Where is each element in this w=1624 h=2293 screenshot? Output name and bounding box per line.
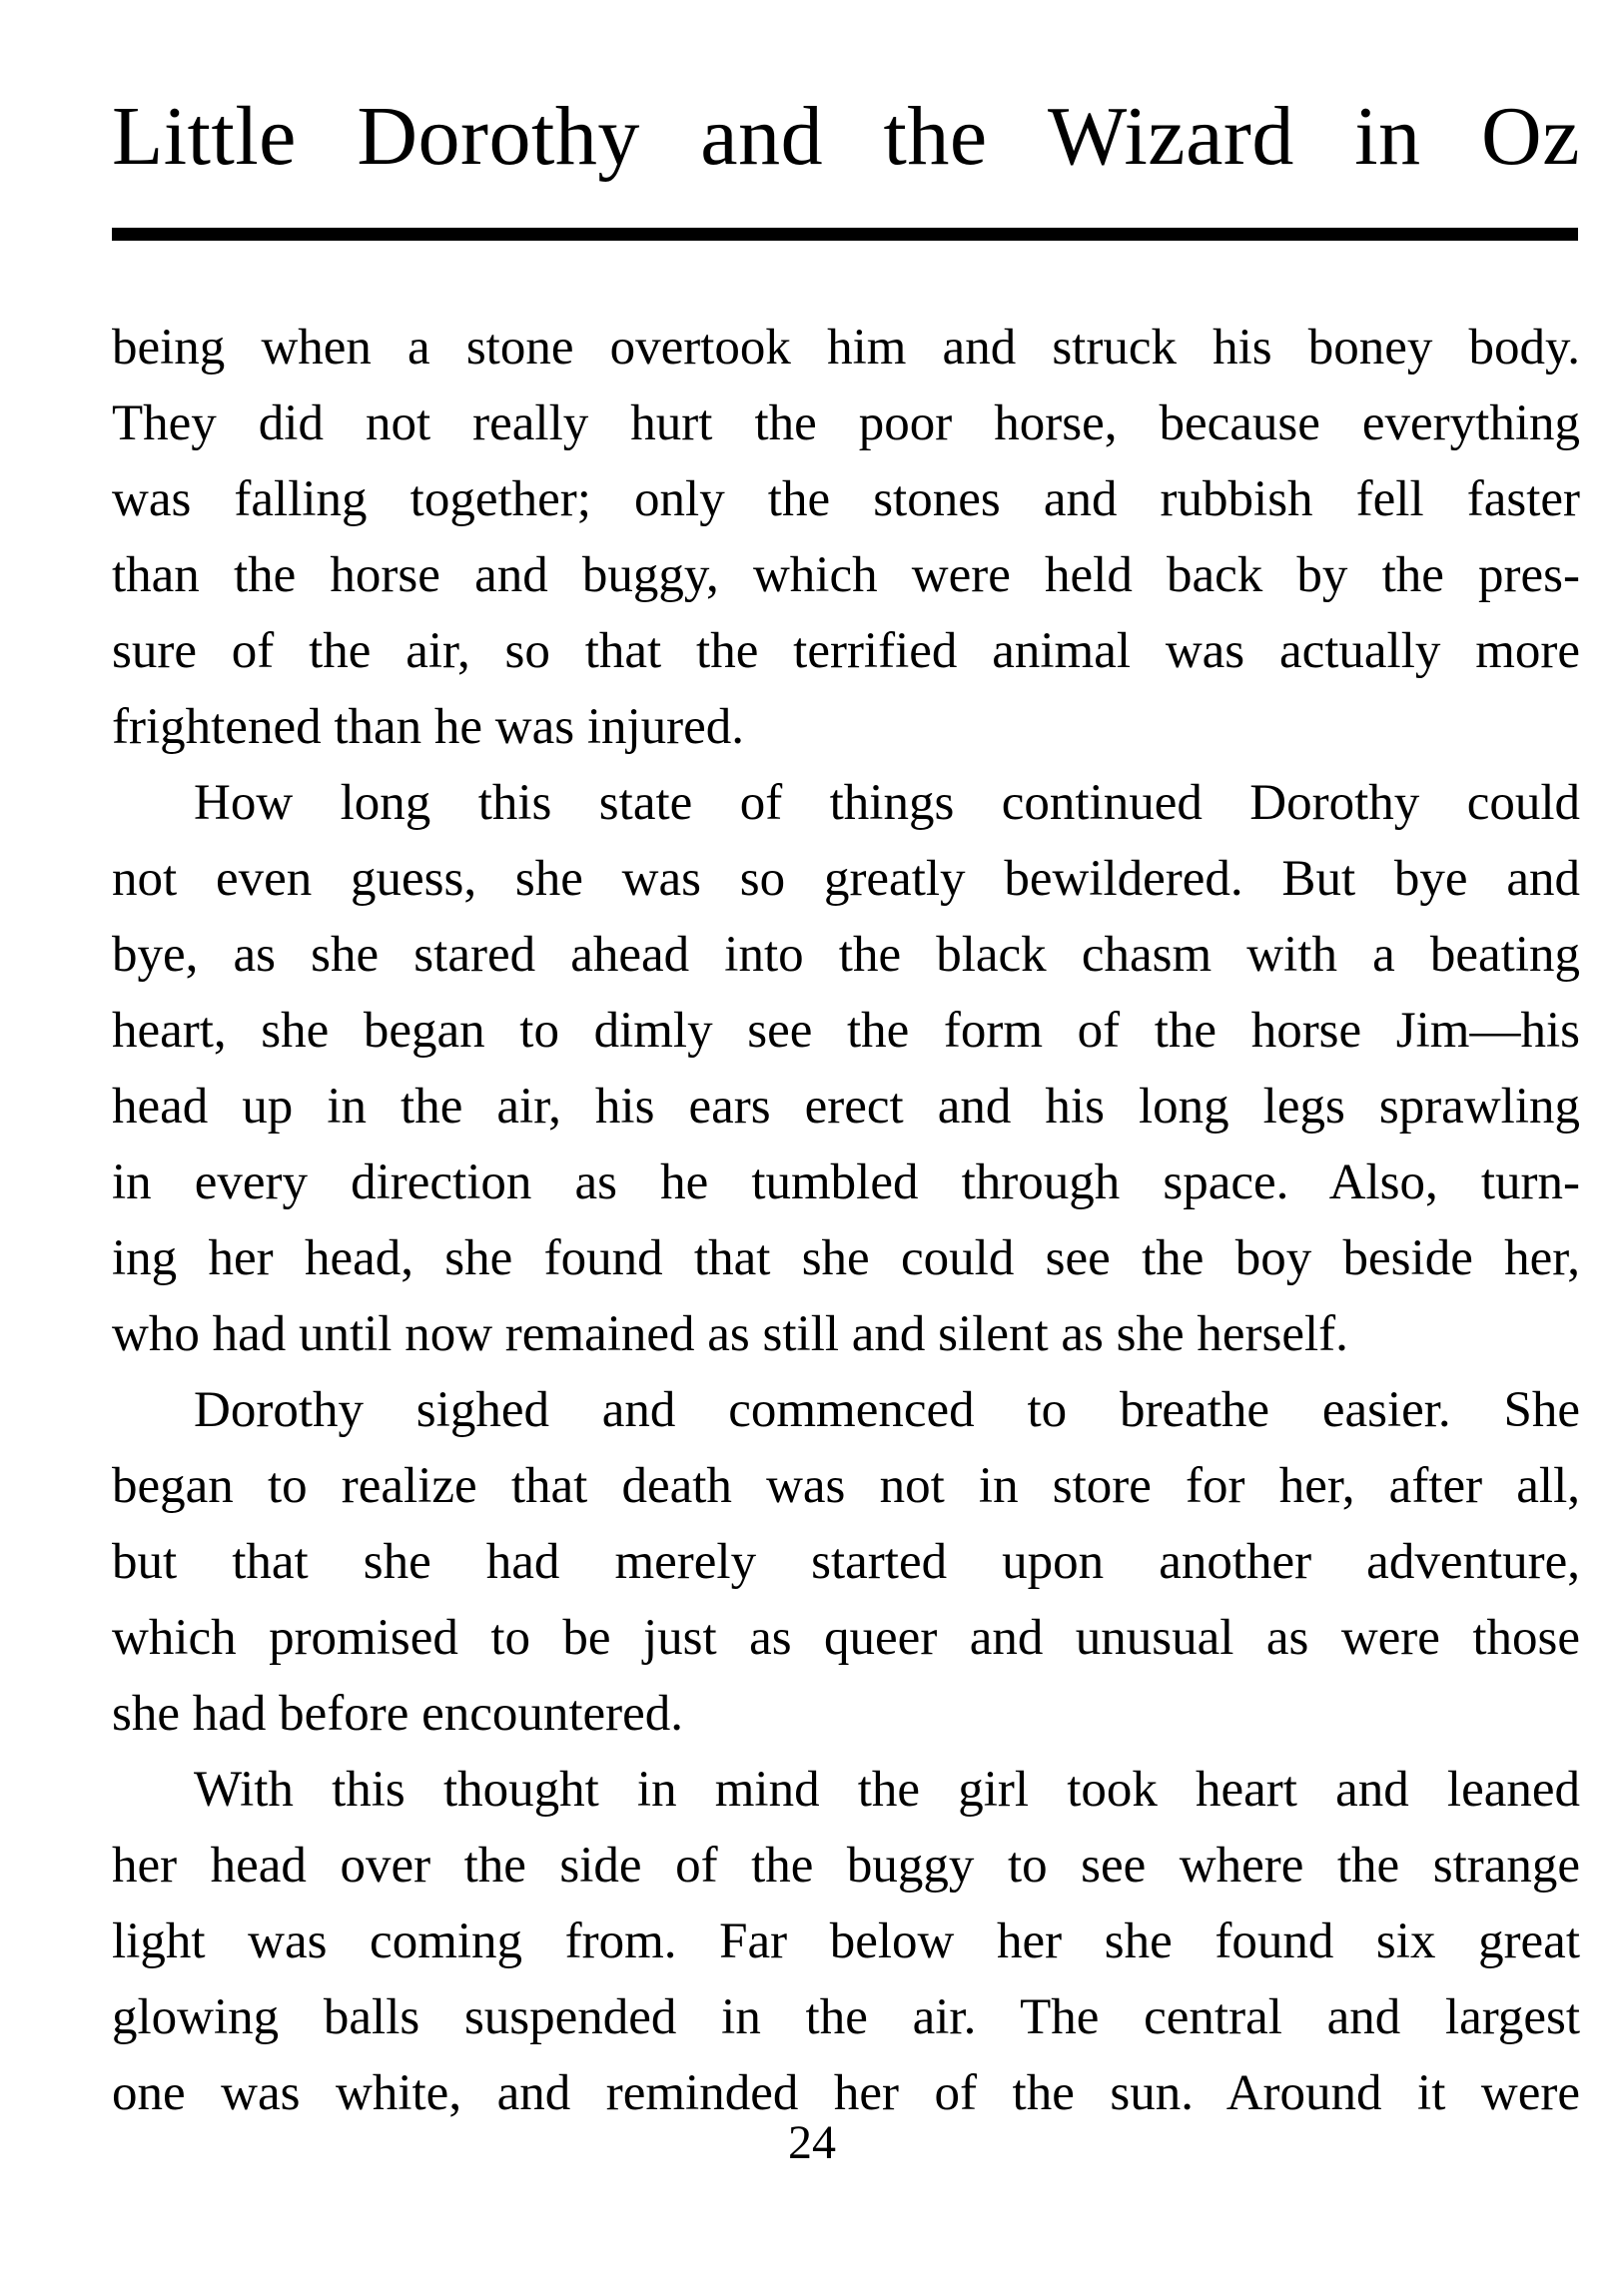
title-word: Little [112,90,297,183]
title-word: Oz [1481,90,1580,183]
text-line: which promised to be just as queer and unusual as were those [112,1610,1580,1666]
text-line: in every direction as he tumbled through space. Also, turn- [112,1154,1580,1210]
text-line: but that she had merely started upon another adventure, [112,1534,1580,1590]
running-title [112,90,1580,183]
title-rule [112,228,1578,241]
page-number: 24 [788,2116,836,2169]
text-line: Dorothy sighed and commenced to breathe easier. She [194,1382,1580,1438]
text-line: than the horse and buggy, which were held back by the pres- [112,547,1580,603]
text-line: one was white, and reminded her of the sun. Around it were [112,2065,1580,2121]
title-word: and [700,90,824,183]
text-line: With this thought in mind the girl took heart and leaned [194,1762,1580,1818]
text-line: she had before encountered. [112,1686,684,1742]
title-word: the [883,90,988,183]
text-line: not even guess, she was so greatly bewildered. But bye and [112,851,1580,907]
title-word: Wizard [1048,90,1294,183]
text-line: They did not really hurt the poor horse, because everything [112,395,1580,451]
text-line: glowing balls suspended in the air. The central and largest [112,1989,1580,2045]
text-line: began to realize that death was not in store for her, after all, [112,1458,1580,1514]
text-line: How long this state of things continued Dorothy could [194,775,1580,831]
text-line: light was coming from. Far below her she found six great [112,1913,1580,1969]
text-line: sure of the air, so that the terrified animal was actually more [112,623,1580,679]
text-line: her head over the side of the buggy to see where the strange [112,1838,1580,1894]
text-line: was falling together; only the stones and rubbish fell faster [112,471,1580,527]
text-line: who had until now remained as still and silent as she herself. [112,1306,1348,1362]
text-line: ing her head, she found that she could see the boy beside her, [112,1230,1580,1286]
text-line: frightened than he was injured. [112,699,745,755]
body-text [112,310,1580,2131]
title-word: Dorothy [357,90,640,183]
title-word: in [1354,90,1421,183]
text-line: head up in the air, his ears erect and his long legs sprawling [112,1079,1580,1135]
text-line: being when a stone overtook him and struck his boney body. [112,320,1580,376]
text-line: bye, as she stared ahead into the black chasm with a beating [112,927,1580,983]
text-line: heart, she began to dimly see the form of the horse Jim—his [112,1003,1580,1059]
